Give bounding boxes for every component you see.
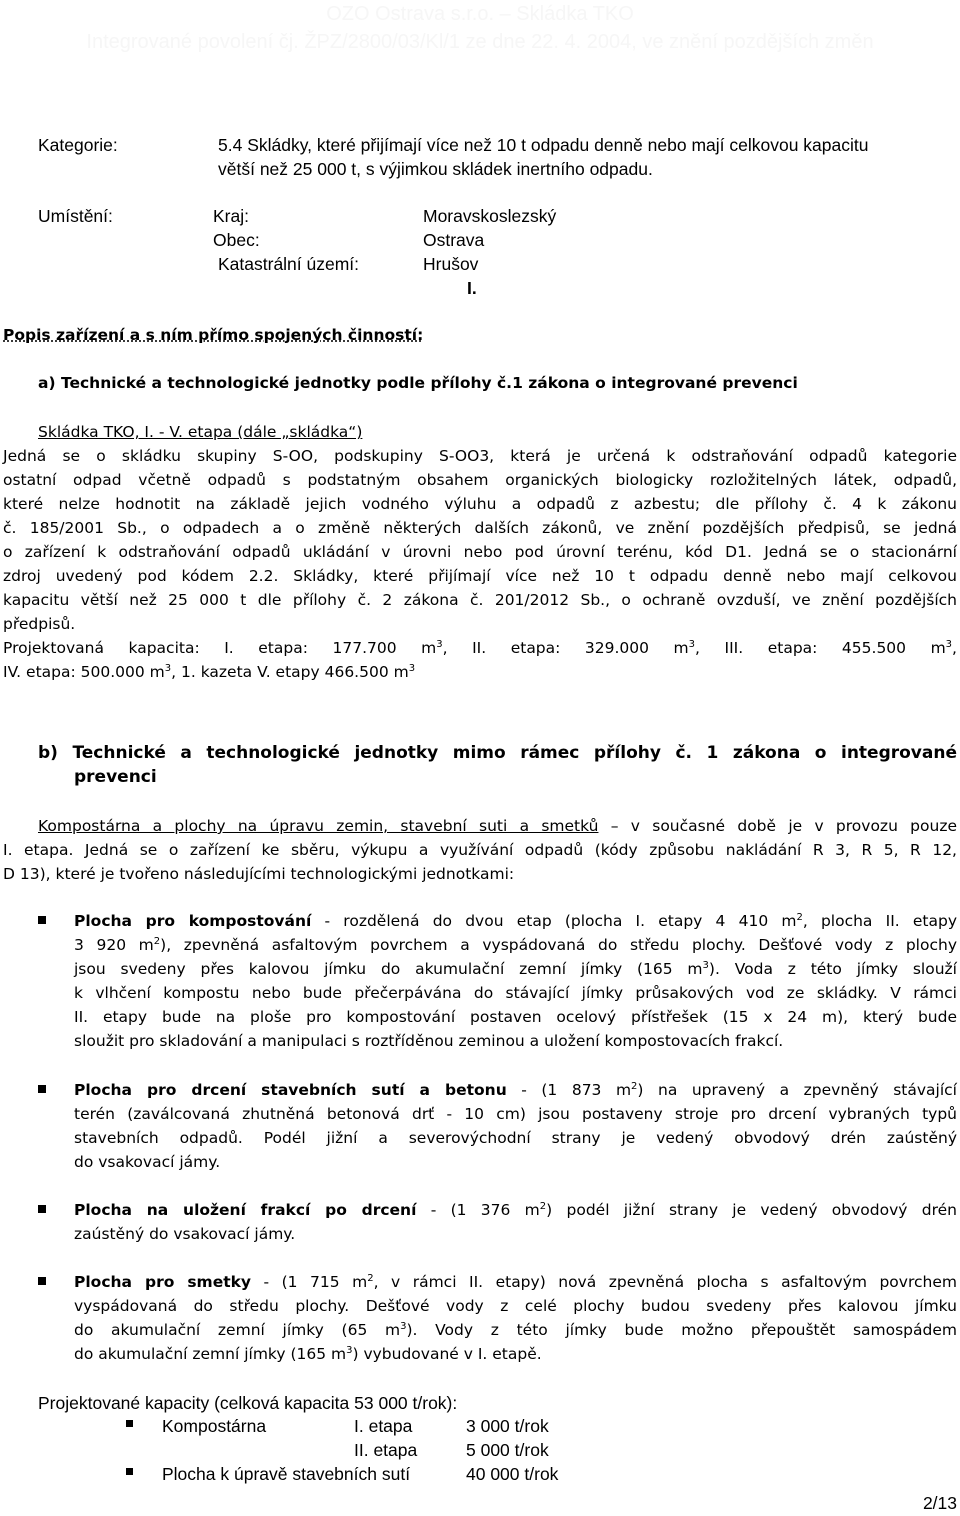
document-header-subtitle: Integrované povolení čj. ŽPZ/2800/03/Kl/1 ze dne 22. 4. 2004, ve znění pozdějších změn (86, 31, 874, 53)
bullet-square-icon (38, 1277, 46, 1285)
bullet-square-icon (38, 1205, 46, 1213)
composting-intro: Kompostárna a plochy na úpravu zemin, stavební suti a smetků – v současné době je v provozu pouze I. etapa. Jedná se o zařízení ke sběru, výkupu a využívání odpadů (kódy způsobu nakládání R 3, R 5, R 12, D 13), které je tvořeno následujícími technologickými jednotkami: (3, 817, 957, 883)
location-cadastral-value: Hrušov (423, 254, 479, 274)
bullet-square-icon (126, 1468, 133, 1475)
capacity-row-stage: I. etapa (354, 1416, 413, 1436)
location-cadastral-key: Katastrální území: (218, 254, 360, 274)
capacity-row-name: Plocha k úpravě stavebních sutí (162, 1464, 411, 1484)
location-region-value: Moravskoslezský (423, 206, 557, 226)
category-text-line2: větší než 25 000 t, s výjimkou skládek inertního odpadu. (218, 159, 653, 179)
section-b-heading-line1: b) Technické a technologické jednotky mimo rámec přílohy č. 1 zákona o integrované (38, 743, 957, 763)
category-label: Kategorie: (38, 135, 118, 155)
section-b-heading-line2: prevenci (74, 767, 157, 787)
landfill-subtitle: Skládka TKO, I. - V. etapa (dále „skládka“) (38, 423, 363, 441)
document-header-title: OZO Ostrava s.r.o. – Skládka TKO (326, 3, 634, 25)
bullet-square-icon (126, 1420, 133, 1427)
projected-capacity-line2: IV. etapa: 500.000 $m^3$, 1. kazeta V. etapy 466.500 $m^3$ (3, 663, 416, 681)
location-region-key: Kraj: (213, 206, 249, 226)
bullet-square-icon (38, 1085, 46, 1093)
composting-facility-name: Kompostárna a plochy na úpravu zemin, stavební suti a smetků (38, 817, 599, 835)
page-number: 2/13 (922, 1493, 957, 1513)
capacity-row-amount: 3 000 t/rok (466, 1416, 549, 1436)
projected-capacity-line1: Projektovaná kapacita: I. etapa: 177.700 $m^3$, II. etapa: 329.000 $m^3$, III. etapa: 455.500 $m^3$, (3, 639, 957, 657)
landfill-description: Jedná se o skládku skupiny S-OO, podskupiny S-OO3, která je určená k odstraňování odpadů kategorie ostatní odpad včetně odpadů s podstatným obsahem organických biologicky rozložitelných látek, odpadů, které nelze hodnotit na základě jejich vodného výluhu a odpadů z azbestu; dle přílohy č. 4 k zákonu č. 185/2001 Sb., o odpadech a o změně některých dalších zákonů, ve znění pozdějších předpisů, se jedná o zařízení k odstraňování odpadů ukládání v úrovni nebo pod úrovní terénu, kód D1. Jedná se o stacionární zdroj uvedený pod kódem 2.2. Skládky, které přijímají více než 10 t odpadu denně nebo mají celkovou kapacitu větší než 25 000 t dle přílohy č. 2 zákona č. 201/2012 Sb., o ochraně ovzduší, ve znění pozdějších předpisů. Projektovaná kapacita: I. etapa: 177.700 $m^3$, II. etapa: 329.000 $m^3$, III. etapa: 455.500 $m^3$, IV. etapa: 500.000 $m^3$, 1. kazeta V. etapy 466.500 $m^3$ (3, 444, 957, 684)
bullet-composting-area: Plocha pro kompostování - rozdělená do dvou etap (plocha I. etapy 4 410 $m^2$, plocha II. etapy 3 920 $m^2$), zpevněná asfaltovým povrchem a vyspádovaná do středu plochy. Dešťové vody z plochy jsou svedeny přes kalovou jímku do akumulační zemní jímky (165 $m^3$). Voda z této jímky slouží k vlhčení kompostu nebo bude přečerpávána do stávající jímky průsakových vod ze skládky. V rámci II. etapy bude na ploše pro kompostování postaven ocelový přístřešek (15 x 24 m), který bude sloužit pro skladování a manipulaci s roztříděnou zeminou a uložení kompostovacích frakcí. (74, 912, 957, 1050)
bullet-square-icon (38, 916, 46, 924)
location-city-value: Ostrava (423, 230, 485, 250)
location-label: Umístění: (38, 206, 113, 226)
location-city-key: Obec: (213, 230, 260, 250)
capacity-row-stage: II. etapa (354, 1440, 418, 1460)
capacity-title: Projektované kapacity (celková kapacita 53 000 t/rok): (38, 1393, 458, 1413)
section-a-heading: a) Technické a technologické jednotky podle přílohy č.1 zákona o integrované prevenci (38, 374, 798, 392)
roman-numeral-one: I. (467, 278, 477, 298)
section-title: Popis zařízení a s ním přímo spojených činností: (3, 326, 424, 344)
capacity-row-amount: 5 000 t/rok (466, 1440, 549, 1460)
capacity-row-name: Kompostárna (162, 1416, 267, 1436)
category-text-line1: 5.4 Skládky, které přijímají více než 10 t odpadu denně nebo mají celkovou kapacitu (218, 135, 869, 155)
bullet-fractions-area: Plocha na uložení frakcí po drcení - (1 376 $m^2$) podél jižní strany je vedený obvodový drén zaústěný do vsakovací jámy. (74, 1201, 957, 1243)
bullet-sweepings-area: Plocha pro smetky - (1 715 $m^2$, v rámci II. etapy) nová zpevněná plocha s asfaltovým povrchem vyspádovaná do středu plochy. Dešťové vody z celé plochy budou svedeny přes kalovou jímku do akumulační zemní jímky (65 $m^3$). Vody z této jímky bude možno přepouštět samospádem do akumulační zemní jímky (165 $m^3$) vybudované v I. etapě. (74, 1273, 957, 1363)
bullet-crushing-area: Plocha pro drcení stavebních sutí a betonu - (1 873 $m^2$) na upravený a zpevněný stávající terén (zaválcovaná zhutněná betonová drť - 10 cm) jsou postaveny stroje pro drcení vybraných typů stavebních odpadů. Podél jižní a severovýchodní strany je vedený obvodový drén zaústěný do vsakovací jámy. (74, 1081, 957, 1171)
capacity-row-amount: 40 000 t/rok (466, 1464, 559, 1484)
